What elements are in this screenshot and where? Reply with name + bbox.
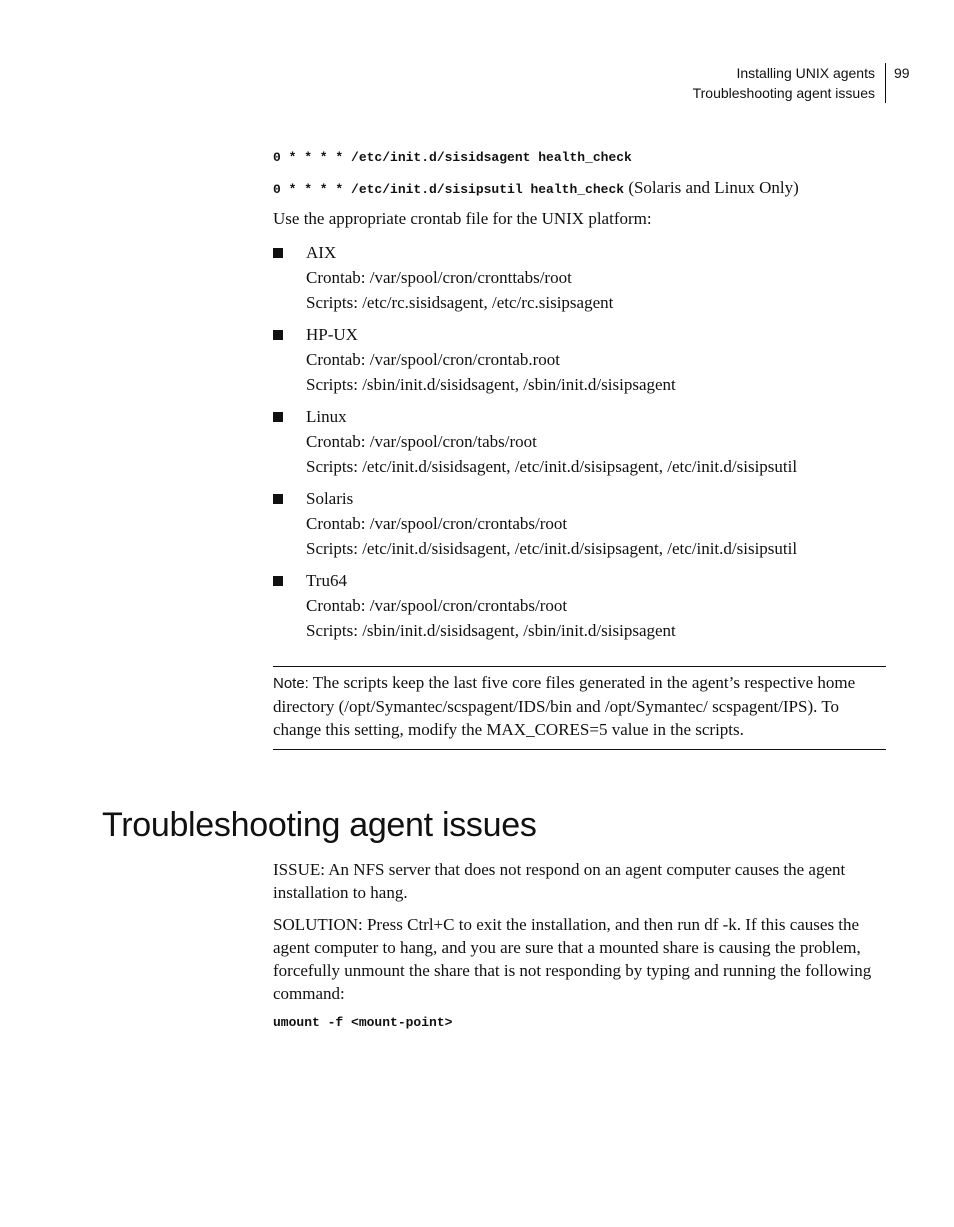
running-header (693, 63, 886, 103)
bullet-icon (273, 412, 283, 422)
section-heading: Troubleshooting agent issues (102, 806, 537, 844)
list-item (273, 486, 913, 561)
platform-name: AIX (306, 243, 337, 262)
platform-crontab: Crontab: /var/spool/cron/cronttabs/root (306, 268, 572, 287)
solution-paragraph: SOLUTION: Press Ctrl+C to exit the installation, and then run df -k. If this causes the agent computer to hang, and you are sure that a mounted share is causing the problem, forcefully unmount the share that is not responding by typing and running the following command: (273, 915, 872, 1003)
platform-scripts: Scripts: /etc/init.d/sisidsagent, /etc/init.d/sisipsagent, /etc/init.d/sisipsutil (306, 539, 798, 558)
note-text: The scripts keep the last five core files generated in the agent’s respective home directory (/opt/Symantec/scspagent/IDS/bin and /opt/Symantec/ scspagent/IPS). To change this setting, modify the MAX_CORES=5 value in the scripts. (273, 673, 856, 739)
list-item (273, 240, 913, 315)
intro-paragraph: Use the appropriate crontab file for the UNIX platform: (273, 209, 652, 228)
platform-name: Tru64 (306, 571, 347, 590)
platform-scripts: Scripts: /etc/rc.sisidsagent, /etc/rc.sisipsagent (306, 293, 614, 312)
note-box (273, 666, 886, 750)
bullet-icon (273, 248, 283, 258)
command-line-1: 0 * * * * /etc/init.d/sisidsagent health_check (273, 150, 632, 165)
bullet-icon (273, 494, 283, 504)
list-item (273, 568, 913, 643)
umount-command: umount -f <mount-point> (273, 1015, 453, 1030)
bullet-icon (273, 330, 283, 340)
list-item (273, 322, 913, 397)
platform-scripts: Scripts: /sbin/init.d/sisidsagent, /sbin/init.d/sisipsagent (306, 621, 676, 640)
note-label: Note: (273, 675, 309, 692)
list-item (273, 404, 913, 479)
page-number: 99 (894, 65, 910, 81)
platform-name: Solaris (306, 489, 354, 508)
platform-crontab: Crontab: /var/spool/cron/crontab.root (306, 350, 560, 369)
platform-crontab: Crontab: /var/spool/cron/crontabs/root (306, 596, 568, 615)
platform-crontab: Crontab: /var/spool/cron/crontabs/root (306, 514, 568, 533)
platform-list (273, 240, 913, 650)
command-line-2 (273, 178, 799, 198)
chapter-title: Installing UNIX agents (736, 65, 875, 81)
command-line-2-suffix: (Solaris and Linux Only) (624, 178, 799, 197)
bullet-icon (273, 576, 283, 586)
section-title: Troubleshooting agent issues (692, 85, 875, 101)
header-titles (693, 63, 886, 103)
issue-paragraph: ISSUE: An NFS server that does not respond on an agent computer causes the agent installation to hang. (273, 860, 846, 902)
platform-scripts: Scripts: /sbin/init.d/sisidsagent, /sbin/init.d/sisipsagent (306, 375, 676, 394)
platform-name: HP-UX (306, 325, 358, 344)
platform-crontab: Crontab: /var/spool/cron/tabs/root (306, 432, 537, 451)
command-line-2-code: 0 * * * * /etc/init.d/sisipsutil health_check (273, 182, 625, 197)
platform-name: Linux (306, 407, 347, 426)
platform-scripts: Scripts: /etc/init.d/sisidsagent, /etc/init.d/sisipsagent, /etc/init.d/sisipsutil (306, 457, 798, 476)
